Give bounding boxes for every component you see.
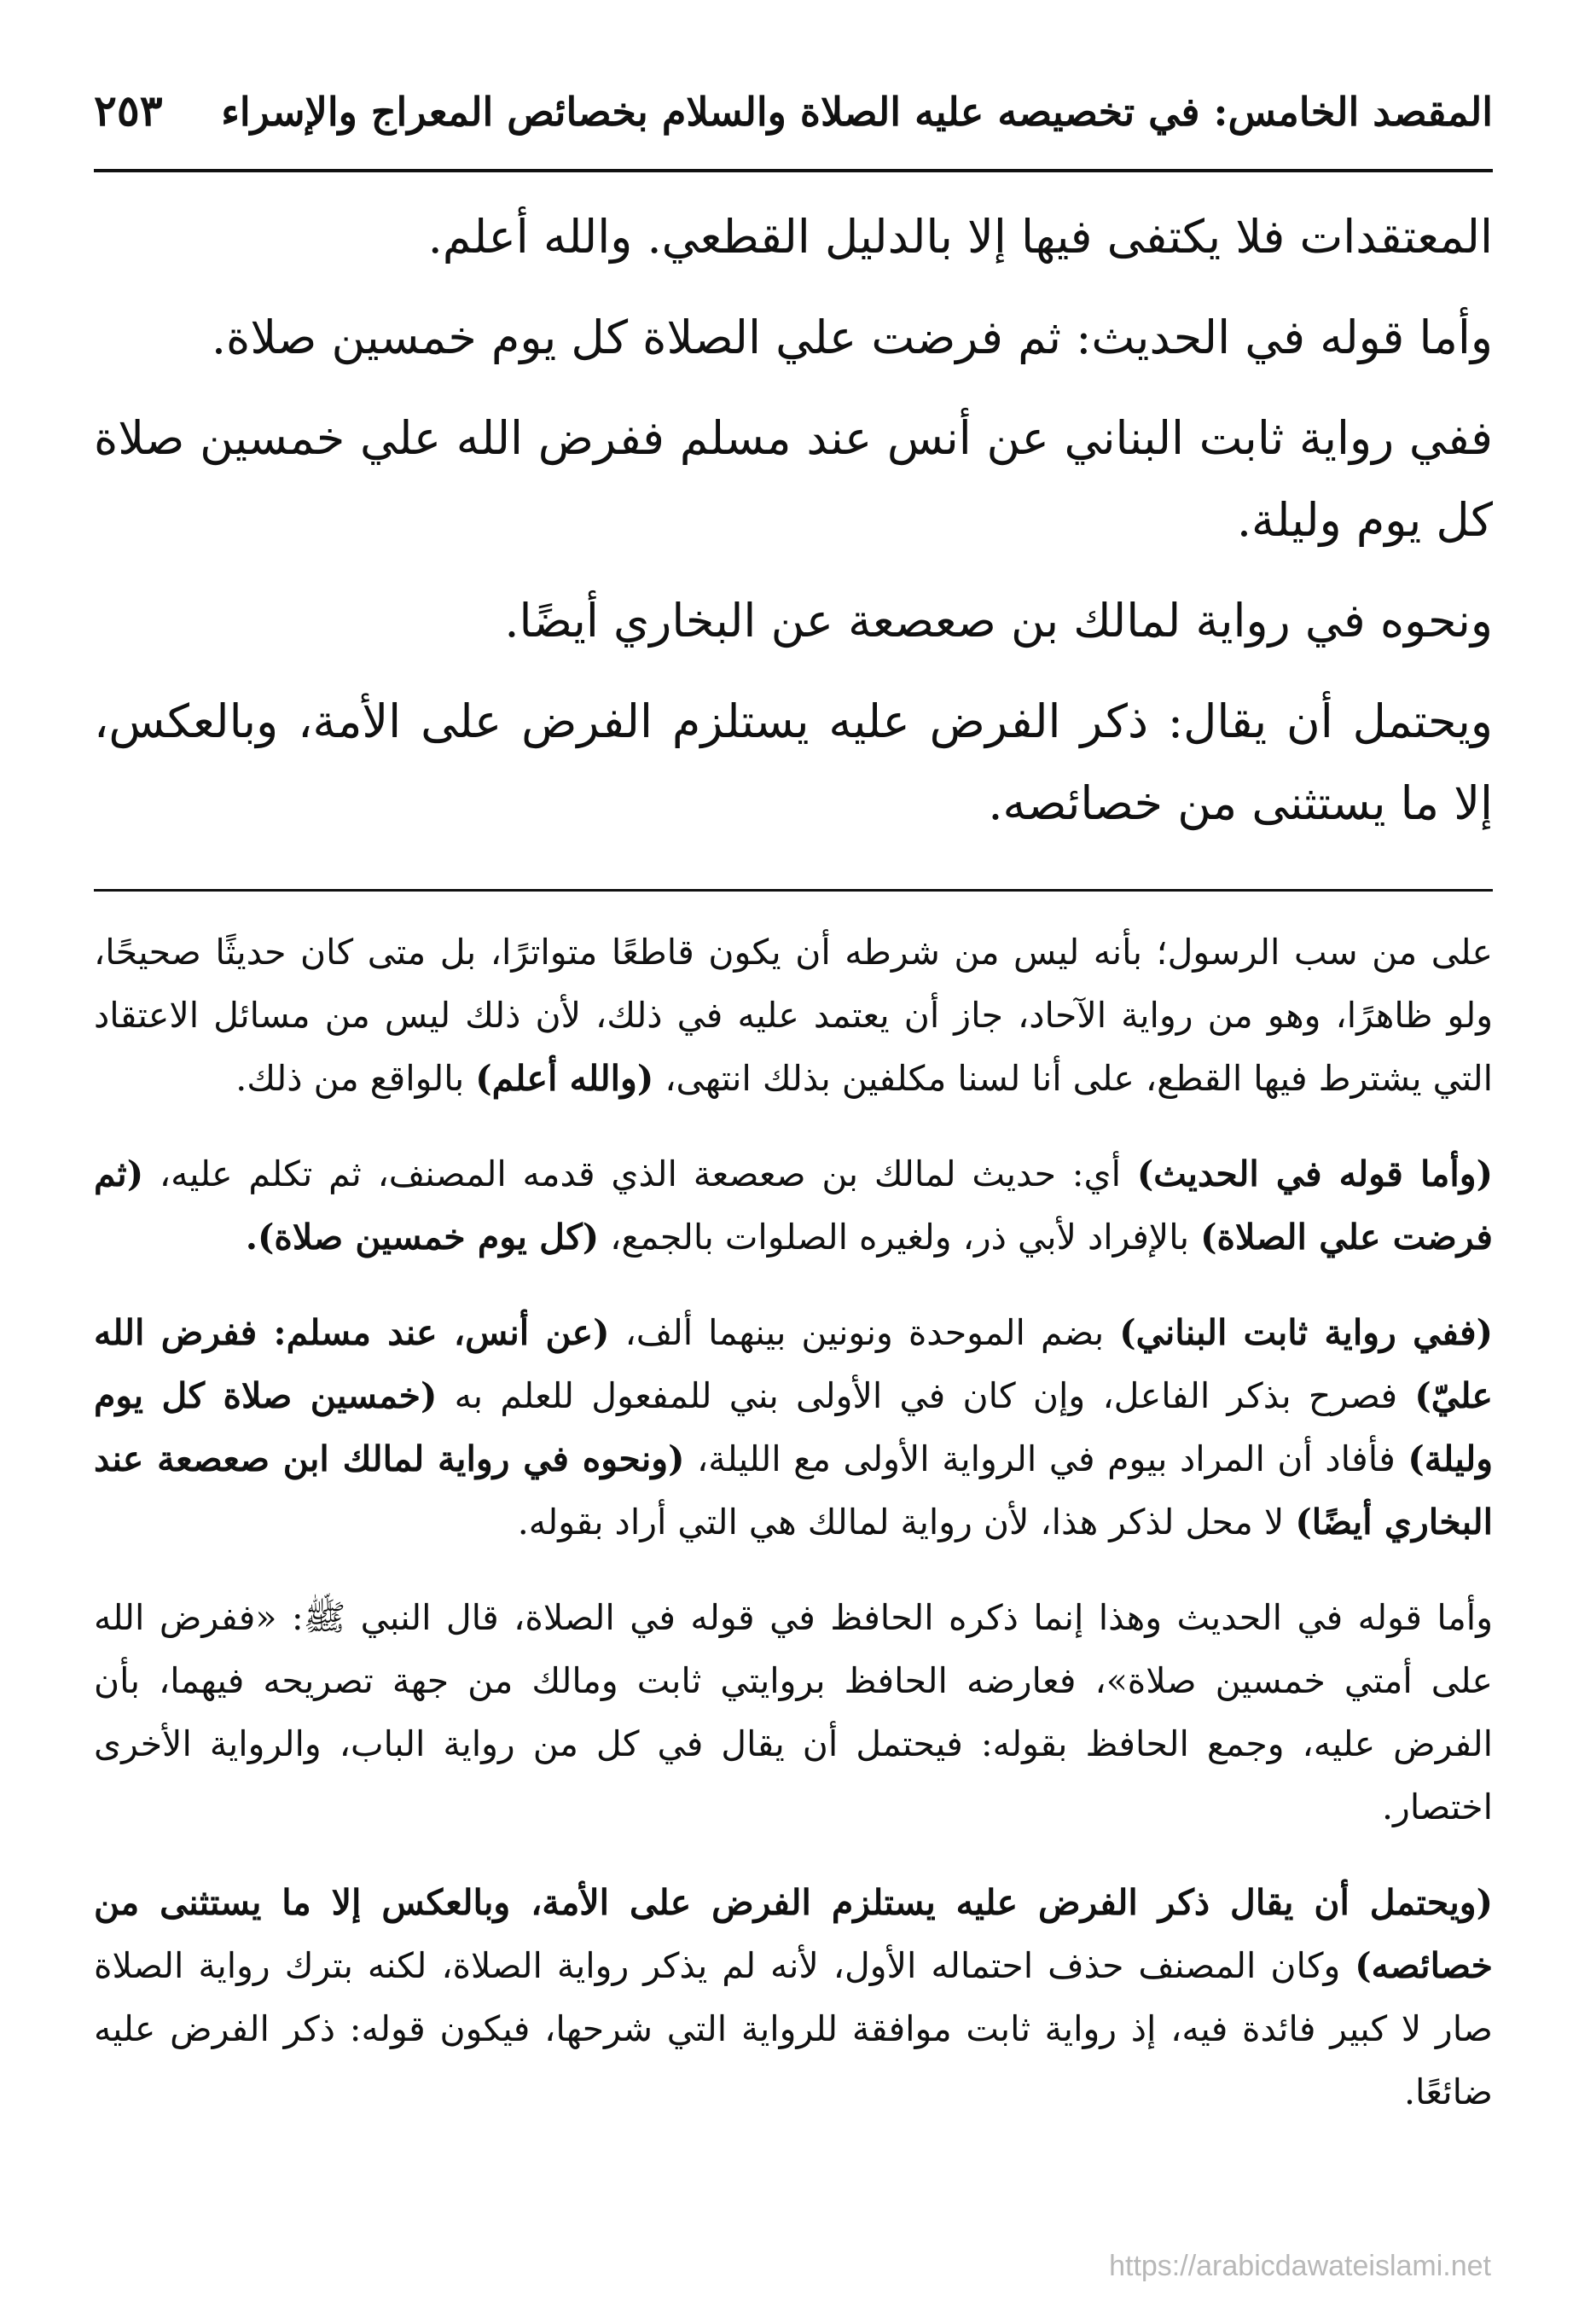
- commentary-paragraph: [94, 921, 1493, 1110]
- quoted-phrase: (ففي رواية ثابت البناني): [1119, 1312, 1493, 1353]
- commentary-text: فأفاد أن المراد بيوم في الرواية الأولى مع الليلة،: [697, 1438, 1396, 1479]
- commentary-paragraph: وأما قوله في الحديث وهذا إنما ذكره الحافظ في قوله في الصلاة، قال النبي ﷺ: «ففرض الله على أمتي خمسين صلاة»، فعارضه الحافظ بروايتي ثابت ومالك من جهة تصريحه فيهما، بأن الفرض عليه، وجمع الحافظ بقوله: فيحتمل أن يقال في كل من رواية الباب، والرواية الأخرى اختصار.: [94, 1597, 1493, 1827]
- main-paragraph: المعتقدات فلا يكتفى فيها إلا بالدليل القطعي. والله أعلم.: [427, 210, 1493, 264]
- main-paragraph: ففي رواية ثابت البناني عن أنس عند مسلم ففرض الله علي خمسين صلاة كل يوم وليلة.: [94, 411, 1493, 547]
- commentary-text: فصرح بذكر الفاعل، وإن كان في الأولى بني للمفعول للعلم به: [454, 1375, 1398, 1416]
- quoted-phrase: (ونحوه في رواية لمالك ابن صعصعة عند البخاري أيضًا): [94, 1438, 1493, 1543]
- commentary-text: أي: حديث لمالك بن صعصعة الذي قدمه المصنف، ثم تكلم عليه،: [159, 1153, 1122, 1194]
- commentary-paragraph: [94, 1301, 1493, 1554]
- main-paragraph: ويحتمل أن يقال: ذكر الفرض عليه يستلزم الفرض على الأمة، وبالعكس، إلا ما يستثنى من خصائصه.: [94, 694, 1493, 830]
- main-paragraph: وأما قوله في الحديث: ثم فرضت علي الصلاة كل يوم خمسين صلاة.: [211, 311, 1493, 364]
- commentary-text: لا محل لذكر هذا، لأن رواية لمالك هي التي أراد بقوله.: [517, 1502, 1285, 1543]
- running-header: [94, 85, 1493, 159]
- commentary-paragraph: [94, 1871, 1493, 2124]
- commentary-divider: [94, 889, 1493, 892]
- page-number: ٢٥٣: [94, 85, 163, 136]
- main-paragraph: ونحوه في رواية لمالك بن صعصعة عن البخاري أيضًا.: [504, 594, 1493, 648]
- commentary-text: على من سب الرسول؛ بأنه ليس من شرطه أن يكون قاطعًا متواترًا، بل متى كان حديثًا صحيحًا، ولو ظاهرًا، وهو من رواية الآحاد، جاز أن يعتمد عليه في ذلك، لأن ذلك ليس من مسائل الاعتقاد التي يشترط فيها القطع، على أنا لسنا مكلفين بذلك انتهى،: [94, 932, 1493, 1099]
- commentary-section: [94, 921, 1493, 2124]
- quoted-phrase: (ويحتمل أن يقال ذكر الفرض عليه يستلزم الفرض على الأمة، وبالعكس إلا ما يستثنى من خصائصه): [94, 1882, 1493, 1986]
- header-rule: [94, 169, 1493, 172]
- quoted-phrase: (والله أعلم): [475, 1058, 654, 1099]
- book-page: [94, 85, 1493, 2156]
- header-title: المقصد الخامس: في تخصيصه عليه الصلاة والسلام بخصائص المعراج والإسراء: [221, 89, 1493, 135]
- quoted-phrase: (كل يوم خمسين صلاة).: [245, 1217, 600, 1258]
- quoted-phrase: (وأما قوله في الحديث): [1136, 1153, 1493, 1194]
- quoted-phrase: (خمسين صلاة كل يوم وليلة): [94, 1375, 1493, 1479]
- watermark-url: https://arabicdawateislami.net: [1109, 2250, 1491, 2282]
- commentary-paragraph: [94, 1142, 1493, 1269]
- main-text: [94, 196, 1493, 845]
- quoted-phrase: (عن أنس، عند مسلم: ففرض الله عليّ): [94, 1312, 1494, 1416]
- quoted-phrase: (ثم فرضت علي الصلاة): [94, 1153, 1493, 1258]
- commentary-text: بالواقع من ذلك.: [235, 1058, 465, 1099]
- commentary-text: وكان المصنف حذف احتماله الأول، لأنه لم يذكر رواية الصلاة، لكنه بترك رواية الصلاة صار لا كبير فائدة فيه، إذ رواية ثابت موافقة للرواية التي شرحها، فيكون قوله: ذكر الفرض عليه ضائعًا.: [94, 1945, 1493, 2112]
- commentary-text: بالإفراد لأبي ذر، ولغيره الصلوات بالجمع،: [610, 1217, 1190, 1258]
- commentary-text: بضم الموحدة ونونين بينهما ألف،: [624, 1312, 1105, 1353]
